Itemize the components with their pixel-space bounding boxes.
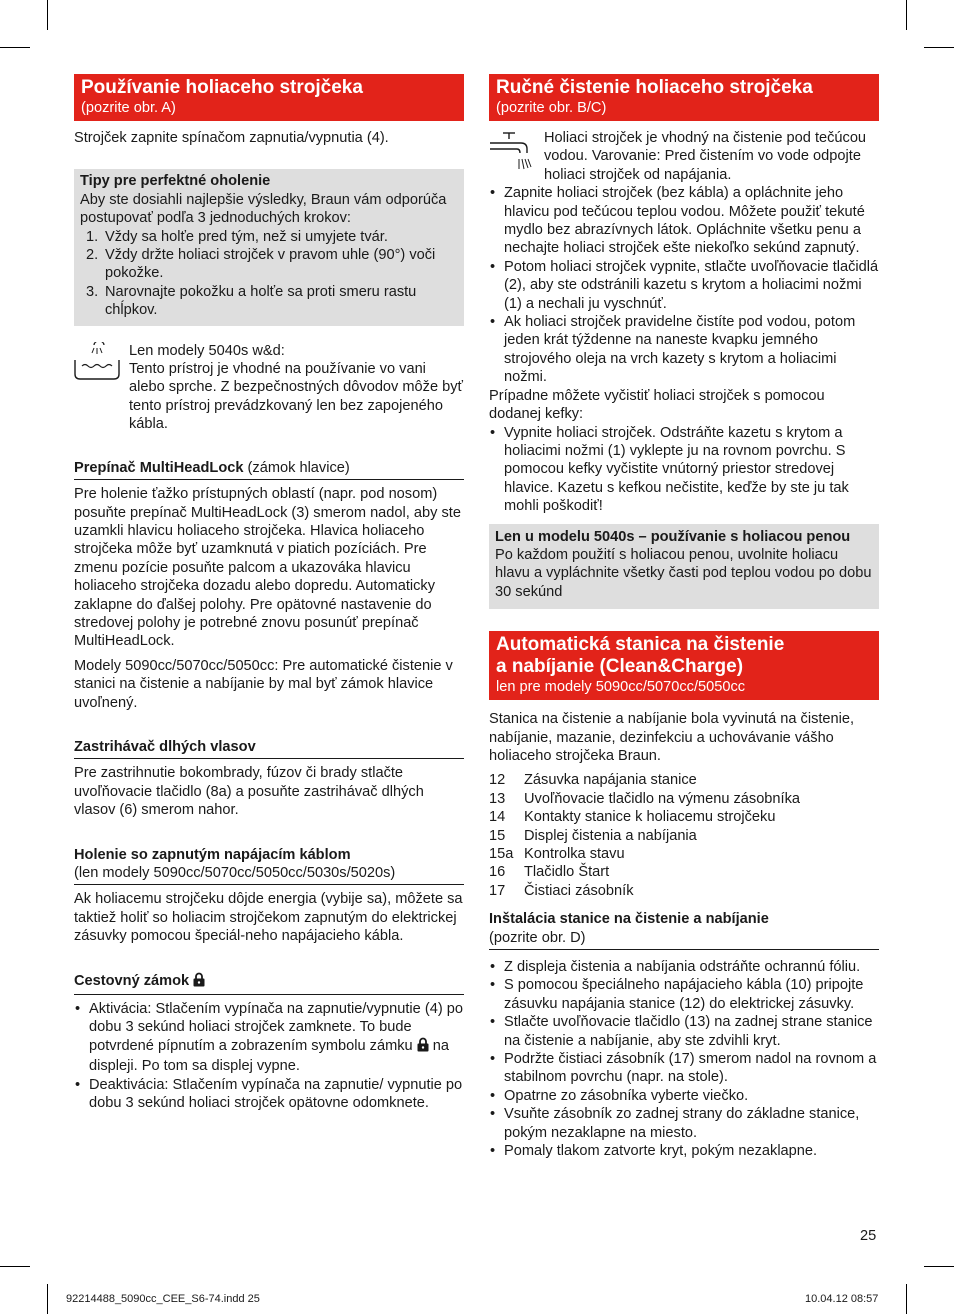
list-item: • Podržte čistiaci zásobník (17) smerom nadol na rovnom a stabilnom povrchu (napr. na stole). xyxy=(489,1050,879,1087)
left-column xyxy=(74,74,464,1112)
manual-title: Ručné čistenie holiaceho strojčeka xyxy=(496,77,813,98)
usage-subtitle: (pozrite obr. A) xyxy=(81,100,176,116)
travellock-heading xyxy=(74,972,464,995)
tips-box xyxy=(74,169,464,325)
corded-title: Holenie so zapnutým napájacím káblom xyxy=(74,846,351,863)
crop-mark xyxy=(924,47,954,48)
crop-mark xyxy=(0,47,30,48)
corded-subtitle: (len modely 5090cc/5070cc/5050cc/5030s/5020s) xyxy=(74,865,396,881)
list-item: • Pomaly tlakom zatvorte kryt, pokým nezaklapne. xyxy=(489,1142,879,1160)
station-title-2: a nabíjanie (Clean&Charge) xyxy=(496,656,744,678)
usage-title: Používanie holiaceho strojčeka xyxy=(81,77,363,98)
corded-heading xyxy=(74,846,464,886)
foam-box xyxy=(489,524,879,610)
list-item: • Z displeja čistenia a nabíjania odstráňte ochrannú fóliu. xyxy=(489,958,879,976)
foam-title: Len u modelu 5040s – používanie s holiacou penou xyxy=(495,528,851,545)
crop-mark xyxy=(924,1266,954,1267)
list-item: • Potom holiaci strojček vypnite, stlačte uvoľňovacie tlačidlá (2), aby ste odstránili kazetu s krytom a holiacimi nožmi (1) a nechali ju vyschnúť. xyxy=(489,258,879,313)
tap-block xyxy=(489,129,879,184)
list-item: • Vypnite holiaci strojček. Odstráňte kazetu s krytom a holiacimi nožmi (1) vyklepte ju na rovnom povrchu. S pomocou kefky vyčistite vnútorný priestor stredovej hlavice. Kazetu s kefkou nečistite, keďže by ste ju tak mohli poškodiť! xyxy=(489,424,879,516)
list-item: • S pomocou špeciálneho napájacieho kábla (10) pripojte zásuvku napájania stanice (12) do elektrickej zásuvky. xyxy=(489,976,879,1013)
list-item: • Stlačte uvoľňovacie tlačidlo (13) na zadnej strane stanice na čistenie a nabíjanie, aby ste zdvihli kryt. xyxy=(489,1013,879,1050)
install-subtitle: (pozrite obr. D) xyxy=(489,929,586,946)
parts-list xyxy=(489,771,879,900)
slug-date: 10.04.12 08:57 xyxy=(805,1293,879,1305)
tap-text: Holiaci strojček je vhodný na čistenie pod tečúcou vodou. Varovanie: Pred čistením vo vode odpojte holiaci strojček od napájania. xyxy=(544,130,867,183)
list-item: • Deaktivácia: Stlačením vypínača na zapnutie/ vypnutie po dobu 3 sekúnd holiaci strojček opätovne odomknete. xyxy=(74,1076,464,1113)
brush-list xyxy=(489,424,879,516)
travellock-title: Cestovný zámok xyxy=(74,972,190,989)
station-intro: Stanica na čistenie a nabíjanie bola vyvinutá na čistenie, nabíjanie, mazanie, dezinfekciu a uchovávanie vášho holiaceho strojčeka Braun. xyxy=(489,711,855,764)
wetdry-text: Tento prístroj je vhodné na používanie vo vani alebo sprche. Z bezpečnostných dôvodov môže byť tento prístroj prevádzkovaný len bez zapojeného kábla. xyxy=(129,361,464,433)
trimmer-text: Pre zastrihnutie bokombrady, fúzov či brady stlačte uvoľňovacie tlačidlo (8a) a posuňte zastrihávač dlhých vlasov (6) smerom nahor. xyxy=(74,765,424,819)
list-item: 14 Kontakty stanice k holiacemu strojčeku xyxy=(489,809,776,826)
wetdry-line1: Len modely 5040s w&d: xyxy=(129,342,285,359)
trimmer-title: Zastrihávač dlhých vlasov xyxy=(74,738,256,755)
manual-list xyxy=(489,184,879,386)
multihead-title-rest: (zámok hlavice) xyxy=(243,459,350,476)
multihead-p2: Modely 5090cc/5070cc/5050cc: Pre automatické čistenie v stanici na čistenie a nabíjanie by mal byť zámok hlavice uvoľnený. xyxy=(74,657,453,711)
lock-icon xyxy=(193,972,205,992)
manual-heading xyxy=(489,74,879,121)
multihead-p1: Pre holenie ťažko prístupných oblastí (napr. pod nosom) posuňte prepínač MultiHeadLock (3) smerom nadol, aby ste uzamkli hlavicu holiaceho strojčeka. Hlavica holiaceho strojčeka môže byť uzamknutá v piatich pozíciách. Pre zmenu pozície posuňte palcom a ukazováka hlavicu holiaceho strojčeka dozadu alebo dopredu. Automaticky zaklapne do ďalšej polohy. Pre opätovné nastavenie do stredovej polohy je potrebné znovu posunúť prepínač MultiHeadLock. xyxy=(74,486,461,650)
list-item: • Vsuňte zásobník zo zadnej strany do základne stanice, pokým nezaklapne na miesto. xyxy=(489,1105,879,1142)
list-item: 12 Zásuvka napájania stanice xyxy=(489,772,697,789)
install-list xyxy=(489,958,879,1160)
list-item: 17 Čistiaci zásobník xyxy=(489,882,634,899)
list-item: 16 Tlačidlo Štart xyxy=(489,864,610,881)
brush-intro: Prípadne môžete vyčistiť holiaci strojček s pomocou dodanej kefky: xyxy=(489,387,825,423)
list-item: • Opatrne zo zásobníka vyberte viečko. xyxy=(489,1087,879,1105)
multihead-heading xyxy=(74,459,464,480)
list-item: • Aktivácia: Stlačením vypínača na zapnutie/vypnutie (4) po dobu 3 sekúnd holiaci strojček zamknete. To bude potvrdené pípnutím a zobrazením symbolu zámku na displeji. Po tom sa displej vypne. xyxy=(74,1000,464,1076)
crop-mark xyxy=(906,0,907,30)
list-item: 1. Vždy sa holťe pred tým, než si umyjete tvár. xyxy=(86,228,388,245)
page-number: 25 xyxy=(860,1228,877,1244)
tips-list xyxy=(80,228,458,320)
list-item: 13 Uvoľňovacie tlačidlo na výmenu zásobníka xyxy=(489,790,801,807)
tips-intro: Aby ste dosiahli najlepšie výsledky, Braun vám odporúča postupovať podľa 3 jednoduchých krokov: xyxy=(80,191,447,227)
corded-text: Ak holiacemu strojčeku dôjde energia (vybije sa), môžete sa taktiež holiť so holiacim strojčekom zapnutým do elektrickej zásuvky pomocou špeciál-neho napájacieho kábla. xyxy=(74,891,463,945)
trimmer-heading xyxy=(74,738,464,759)
lock-icon xyxy=(417,1037,429,1057)
usage-intro: Strojček zapnite spínačom zapnutia/vypnutia (4). xyxy=(74,130,389,146)
right-column xyxy=(489,74,879,1161)
station-subtitle: len pre modely 5090cc/5070cc/5050cc xyxy=(496,679,746,696)
shower-bath-icon xyxy=(74,342,129,434)
crop-mark xyxy=(0,1266,30,1267)
list-item: 15a Kontrolka stavu xyxy=(489,846,625,862)
crop-mark xyxy=(47,0,48,30)
install-heading xyxy=(489,910,879,950)
manual-subtitle: (pozrite obr. B/C) xyxy=(496,100,607,116)
foam-text: Po každom použití s holiacou penou, uvolnite holiacu hlavu a vypláchnite všetky časti pod teplou vodou po dobu 30 sekúnd xyxy=(495,546,872,600)
wetdry-block xyxy=(74,342,464,434)
list-item: 3. Narovnajte pokožku a holťe sa proti smeru rastu chĺpkov. xyxy=(86,283,417,319)
station-heading xyxy=(489,631,879,700)
usage-heading xyxy=(74,74,464,121)
tips-title: Tipy pre perfektné oholenie xyxy=(80,173,271,190)
install-title: Inštalácia stanice na čistenie a nabíjanie xyxy=(489,911,769,928)
travellock-list xyxy=(74,1000,464,1112)
list-item: 2. Vždy držte holiaci strojček v pravom uhle (90°) voči pokožke. xyxy=(86,247,436,282)
multihead-title: Prepínač MultiHeadLock xyxy=(74,459,244,476)
list-item: 15 Displej čistenia a nabíjania xyxy=(489,827,697,844)
station-title-1: Automatická stanica na čistenie xyxy=(496,634,785,656)
crop-mark xyxy=(47,1284,48,1314)
list-item: • Zapnite holiaci strojček (bez kábla) a opláchnite jeho hlavicu pod tečúcou teplou vodou. Môžete použiť tekuté mydlo bez abrazívnych látok. Opláchnite všetku penu a nechajte holiaci strojček ešte niekoľko sekúnd zapnutý. xyxy=(489,184,879,258)
tap-water-icon xyxy=(489,129,544,184)
crop-mark xyxy=(906,1284,907,1314)
slug-file: 92214488_5090cc_CEE_S6-74.indd 25 xyxy=(66,1293,260,1305)
list-item: • Ak holiaci strojček pravidelne čistíte pod vodou, potom jeden krát týždenne na naneste kvapku jemného strojového oleja na vrch kazety s krytom a holiacimi nožmi. xyxy=(489,313,879,387)
